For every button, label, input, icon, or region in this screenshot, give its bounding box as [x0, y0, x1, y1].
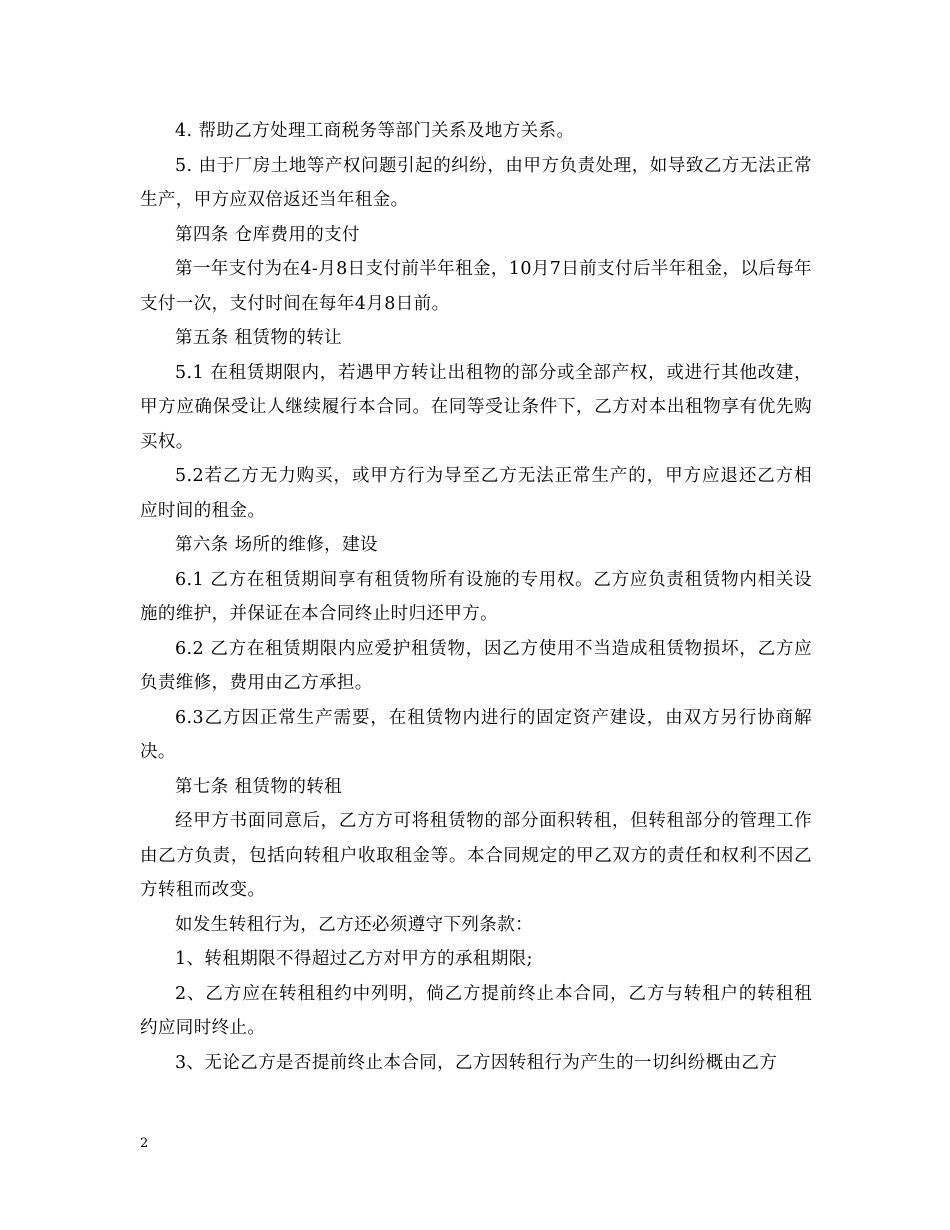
- heading-article-6: 第六条 场所的维修，建设: [175, 535, 378, 555]
- heading-article-7: 第七条 租赁物的转租: [175, 776, 343, 797]
- page-number: 2: [140, 1136, 149, 1151]
- paragraph-clause-6-3: 6.3乙方因正常生产需要，在租赁物内进行的固定资产建设，由双方另行协商解决。: [140, 707, 812, 762]
- paragraph-sublease-consent: 经甲方书面同意后，乙方方可将租赁物的部分面积转租，但转租部分的管理工作由乙方负责，包括向转租户收取租金等。本合同规定的甲乙双方的责任和权利不因乙方转租而改变。: [140, 811, 812, 900]
- paragraph-clause-4: 4. 帮助乙方处理工商税务等部门关系及地方关系。: [175, 121, 575, 141]
- paragraph-clause-5-2: 5.2若乙方无力购买，或甲方行为导至乙方无法正常生产的，甲方应退还乙方相应时间的租金。: [140, 466, 812, 521]
- paragraph-clause-5: 5. 由于厂房土地等产权问题引起的纠纷，由甲方负责处理，如导致乙方无法正常生产，甲方应双倍返还当年租金。: [140, 155, 812, 210]
- paragraph-sublease-terms-intro: 如发生转租行为，乙方还必须遵守下列条款：: [175, 914, 533, 935]
- heading-article-5: 第五条 租赁物的转让: [175, 328, 343, 348]
- paragraph-clause-6-1: 6.1 乙方在租赁期间享有租赁物所有设施的专用权。乙方应负责租赁物内相关设施的维护，并保证在本合同终止时归还甲方。: [140, 569, 812, 624]
- document-body: [140, 114, 812, 1080]
- paragraph-clause-6-2: 6.2 乙方在租赁期限内应爱护租赁物，因乙方使用不当造成租赁物损坏，乙方应负责维修，费用由乙方承担。: [140, 638, 812, 693]
- heading-article-4: 第四条 仓库费用的支付: [175, 224, 360, 245]
- paragraph-sublease-term-1: 1、转租期限不得超过乙方对甲方的承租期限;: [175, 949, 533, 969]
- paragraph-clause-5-1: 5.1 在租赁期限内，若遇甲方转让出租物的部分或全部产权，或进行其他改建，甲方应确保受让人继续履行本合同。在同等受让条件下，乙方对本出租物享有优先购买权。: [140, 362, 812, 452]
- paragraph-payment-schedule: 第一年支付为在4-月8日支付前半年租金，10月7日前支付后半年租金，以后每年支付一次，支付时间在每年4月8日前。: [140, 259, 812, 314]
- paragraph-sublease-term-2: 2、乙方应在转租租约中列明，倘乙方提前终止本合同，乙方与转租户的转租租约应同时终止。: [140, 983, 812, 1038]
- paragraph-sublease-term-3: 3、无论乙方是否提前终止本合同，乙方因转租行为产生的一切纠纷概由乙方: [175, 1052, 778, 1073]
